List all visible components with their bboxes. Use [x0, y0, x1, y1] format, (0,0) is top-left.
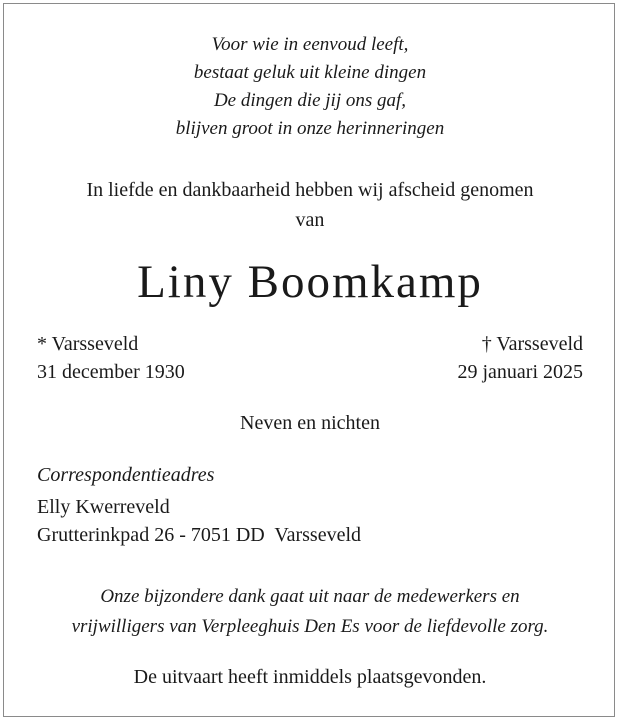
- birth-date: 31 december 1930: [37, 361, 185, 383]
- intro-text: [0, 175, 620, 235]
- thanks-text: [0, 582, 620, 642]
- poem-line: blijven groot in onze herinneringen: [175, 118, 445, 139]
- intro-line: In liefde en dankbaarheid hebben wij afscheid genomen: [86, 179, 534, 201]
- poem-line: De dingen die jij ons gaf,: [213, 90, 407, 111]
- intro-line: van: [295, 209, 325, 231]
- deceased-name: Liny Boomkamp: [137, 256, 483, 308]
- death-date: 29 januari 2025: [457, 361, 583, 383]
- birth-info: [37, 330, 185, 386]
- correspondence-address: Grutterinkpad 26 - 7051 DD Varsseveld: [37, 524, 362, 546]
- thanks-line: vrijwilligers van Verpleeghuis Den Es voor de liefdevolle zorg.: [71, 616, 549, 637]
- poem-line: bestaat geluk uit kleine dingen: [193, 62, 427, 83]
- funeral-notice: De uitvaart heeft inmiddels plaatsgevonden.: [133, 666, 487, 688]
- memorial-poem: [0, 31, 620, 143]
- correspondence-name: Elly Kwerreveld: [37, 496, 170, 518]
- death-place: † Varsseveld: [481, 333, 583, 355]
- thanks-line: Onze bijzondere dank gaat uit naar de medewerkers en: [100, 586, 520, 607]
- family-signature: Neven en nichten: [240, 412, 380, 434]
- death-info: [457, 330, 583, 386]
- poem-line: Voor wie in eenvoud leeft,: [211, 34, 409, 55]
- birth-place: * Varsseveld: [37, 333, 139, 355]
- correspondence-heading: Correspondentieadres: [37, 464, 215, 486]
- correspondence-block: [37, 461, 361, 549]
